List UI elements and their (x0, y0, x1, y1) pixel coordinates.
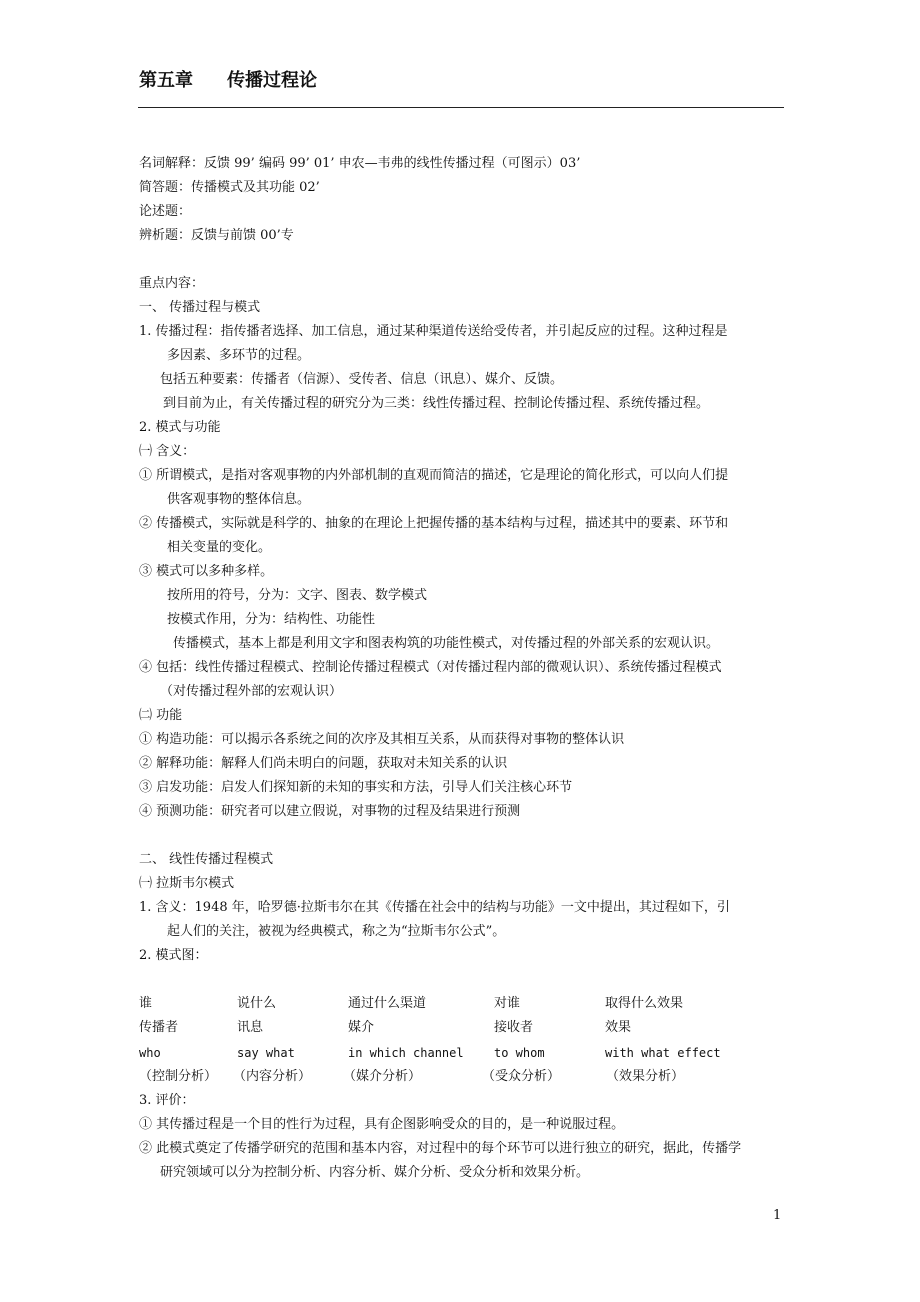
s1-b1: ① 构造功能：可以揭示各系统之间的次序及其相互关系，从而获得对事物的整体认识 (139, 732, 625, 747)
s1-a2a: ② 传播模式，实际就是科学的、抽象的在理论上把握传播的基本结构与过程，描述其中的要素、环节和 (139, 516, 729, 531)
s1-b2: ② 解释功能：解释人们尚未明白的问题，获取对未知关系的认识 (139, 756, 508, 771)
s1-a2b: 相关变量的变化。 (167, 540, 272, 555)
s1-p1d: 到目前为止，有关传播过程的研究分为三类：线性传播过程、控制论传播过程、系统传播过程。 (163, 396, 710, 411)
s2-p1b: 起人们的关注，被视为经典模式，称之为“拉斯韦尔公式”。 (167, 924, 506, 939)
s2-e2a: ② 此模式奠定了传播学研究的范围和基本内容，对过程中的每个环节可以进行独立的研究，据此，传播学 (139, 1141, 742, 1156)
model-ana-2: （媒介分析） (343, 1069, 422, 1084)
model-q-0: 谁 (139, 996, 153, 1011)
model-ana-0: （控制分析） (139, 1069, 218, 1084)
s2-p3: 3. 评价： (139, 1093, 195, 1108)
s1-a3: ③ 模式可以多种多样。 (139, 564, 274, 579)
exam-terms: 名词解释：反馈 99’ 编码 99’ 01’ 申农—韦弗的线性传播过程（可图示）03’ (139, 156, 581, 171)
s2-p1a: 1. 含义：1948 年，哈罗德·拉斯韦尔在其《传播在社会中的结构与功能》一文中提出，其过程如下，引 (139, 900, 730, 915)
chapter-number: 第五章 (139, 70, 193, 91)
model-q-3: 对谁 (494, 996, 521, 1011)
title-rule (138, 107, 784, 108)
s2-e1: ① 其传播过程是一个目的性行为过程，具有企图影响受众的目的，是一种说服过程。 (139, 1117, 625, 1132)
s2-p2: 2. 模式图： (139, 948, 208, 963)
page-number: 1 (773, 1208, 782, 1223)
key-heading: 重点内容： (139, 276, 205, 291)
section-1-heading: 一、 传播过程与模式 (139, 300, 261, 315)
s1-sub-b: ㈡ 功能 (139, 708, 183, 723)
model-ana-3: （受众分析） (482, 1069, 561, 1084)
s2-sub-a: ㈠ 拉斯韦尔模式 (139, 876, 235, 891)
s1-b4: ④ 预测功能：研究者可以建立假说，对事物的过程及结果进行预测 (139, 804, 521, 819)
s1-a4a: ④ 包括：线性传播过程模式、控制论传播过程模式（对传播过程内部的微观认识）、系统传播过程模式 (139, 660, 722, 675)
model-q-1: 说什么 (237, 996, 277, 1011)
s1-p1a: 1. 传播过程：指传播者选择、加工信息，通过某种渠道传送给受传者，并引起反应的过程。这种过程是 (139, 324, 728, 339)
model-ana-1: （内容分析） (233, 1069, 312, 1084)
exam-analysis: 辨析题：反馈与前馈 00’专 (139, 228, 294, 243)
chapter-name: 传播过程论 (227, 70, 317, 91)
model-role-1: 讯息 (237, 1020, 264, 1035)
section-2-heading: 二、 线性传播过程模式 (139, 852, 274, 867)
chapter-title (139, 66, 317, 92)
s2-e2b: 研究领域可以分为控制分析、内容分析、媒介分析、受众分析和效果分析。 (160, 1165, 590, 1180)
exam-short: 简答题：传播模式及其功能 02’ (139, 180, 320, 195)
model-en-4: with what effect (605, 1046, 721, 1060)
s1-p2: 2. 模式与功能 (139, 420, 221, 435)
s1-a3b: 按所用的符号，分为：文字、图表、数学模式 (167, 588, 428, 603)
s1-b3: ③ 启发功能：启发人们探知新的未知的事实和方法，引导人们关注核心环节 (139, 780, 573, 795)
model-q-2: 通过什么渠道 (348, 996, 427, 1011)
model-en-0: who (139, 1046, 161, 1060)
s1-a4b: （对传播过程外部的宏观认识） (160, 684, 343, 699)
model-en-1: say what (237, 1046, 295, 1060)
model-en-2: in which channel (348, 1046, 464, 1060)
model-ana-4: （效果分析） (606, 1069, 685, 1084)
model-role-2: 媒介 (348, 1020, 375, 1035)
model-q-4: 取得什么效果 (605, 996, 684, 1011)
model-role-3: 接收者 (494, 1020, 534, 1035)
s1-a1b: 供客观事物的整体信息。 (167, 492, 311, 507)
s1-a1a: ① 所谓模式，是指对客观事物的内外部机制的直观而简洁的描述，它是理论的简化形式，可以向人们提 (139, 468, 729, 483)
s1-a3c: 按模式作用，分为：结构性、功能性 (167, 612, 376, 627)
exam-essay: 论述题： (139, 204, 192, 219)
model-en-3: to whom (494, 1046, 545, 1060)
model-role-0: 传播者 (139, 1020, 179, 1035)
model-role-4: 效果 (605, 1020, 632, 1035)
s1-a3d: 传播模式，基本上都是利用文字和图表构筑的功能性模式，对传播过程的外部关系的宏观认识。 (173, 636, 720, 651)
s1-p1c: 包括五种要素：传播者（信源）、受传者、信息（讯息）、媒介、反馈。 (160, 372, 564, 387)
s1-sub-a: ㈠ 含义： (139, 444, 196, 459)
s1-p1b: 多因素、多环节的过程。 (167, 348, 311, 363)
